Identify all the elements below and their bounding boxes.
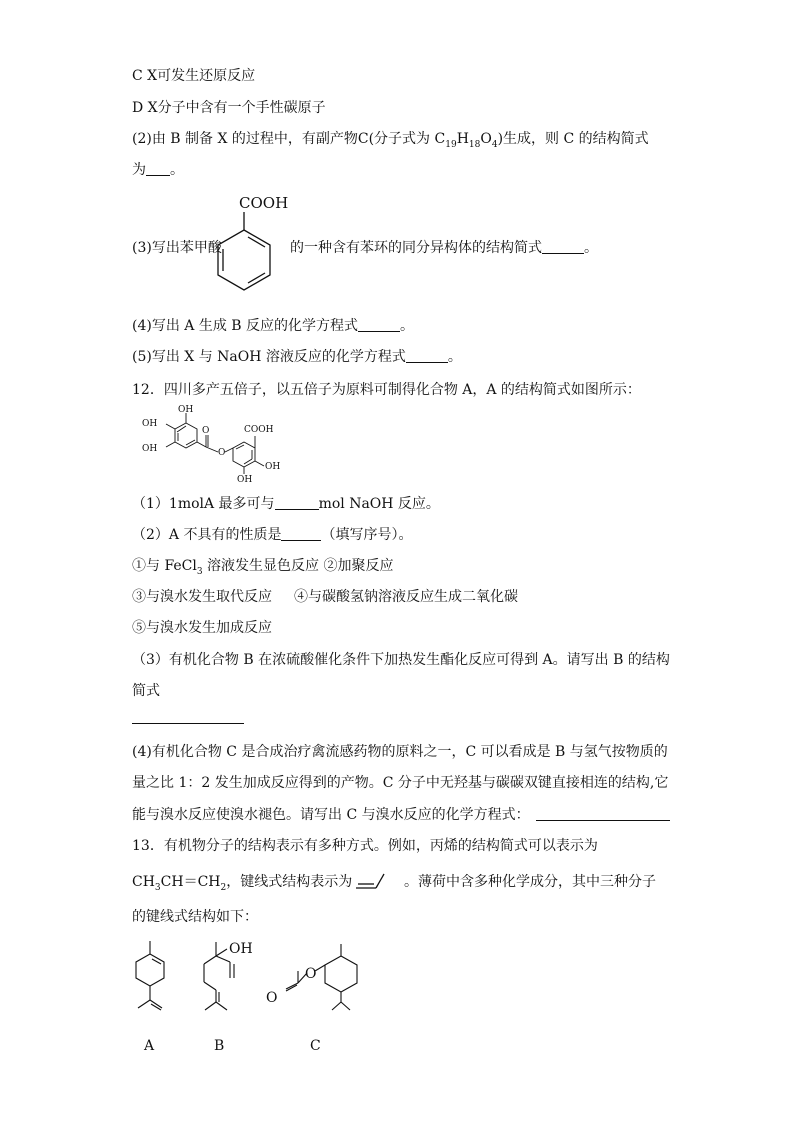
- question-4: [132, 316, 414, 336]
- question-13-cont3: 的键线式结构如下：: [132, 909, 258, 925]
- q2-sub-h: 18: [468, 139, 481, 150]
- answer-blank[interactable]: [132, 709, 244, 724]
- propene-ch: CH＝CH: [160, 874, 221, 890]
- question-12-3-cont: 简式: [132, 683, 160, 699]
- q2-h: H: [456, 131, 469, 147]
- propene-sub: 3: [154, 882, 161, 893]
- property-option-1-2: [132, 556, 394, 582]
- o-label: O: [305, 966, 317, 982]
- question-13-cont: [132, 872, 352, 898]
- molecule-a-structure: [124, 938, 176, 1018]
- question-5: [132, 347, 462, 367]
- propene-skeletal-structure: [354, 868, 402, 894]
- q12-4-text: 能与溴水反应使溴水褪色。请写出 C 与溴水反应的化学方程式：: [132, 807, 530, 823]
- q2-o: O: [480, 131, 492, 147]
- q2-end: 。: [170, 162, 184, 178]
- question-12-4: (4)有机化合物 C 是合成治疗禽流感药物的原料之一，C 可以看成是 B 与氢气按物质的: [132, 744, 668, 760]
- cooh-label: COOH: [244, 425, 274, 435]
- oh-label: OH: [237, 475, 253, 484]
- propene-sub2: 2: [220, 882, 227, 893]
- answer-line[interactable]: [132, 708, 244, 728]
- o-label: O: [266, 990, 278, 1006]
- q2-sub-c: 19: [445, 139, 457, 150]
- answer-blank[interactable]: [146, 161, 170, 176]
- question-3-suffix: [290, 238, 598, 258]
- label-b: B: [214, 1038, 225, 1054]
- question-12: 12．四川多产五倍子，以五倍子为原料可制得化合物 A，A 的结构简式如图所示：: [132, 382, 641, 398]
- oh-label: OH: [265, 462, 281, 472]
- question-12-2: [132, 525, 412, 545]
- benzoic-acid-structure: [212, 190, 302, 302]
- q2-sub-o: 4: [491, 139, 498, 150]
- q2-wei: 为: [132, 162, 146, 178]
- option-c: C X可发生还原反应: [132, 68, 256, 84]
- question-12-4-cont: 量之比 1：2 发生加成反应得到的产物。C 分子中无羟基与碳碳双键直接相连的结构,它: [132, 775, 669, 791]
- option-d: D X分子中含有一个手性碳原子: [132, 100, 326, 116]
- question-3-prefix: (3)写出苯甲酸: [132, 240, 222, 256]
- opt1-text: ①与 FeCl: [132, 558, 197, 574]
- question-13-cont2: 。薄荷中含多种化学成分，其中三种分子: [404, 874, 656, 890]
- q2-tail: )生成，则 C 的结构简式: [497, 131, 649, 147]
- label-a: A: [144, 1038, 155, 1054]
- oh-label: OH: [229, 941, 253, 957]
- q3-end: 。: [584, 240, 598, 256]
- opt3-text: ③与溴水发生取代反应: [132, 589, 272, 605]
- question-12-3: （3）有机化合物 B 在浓硫酸催化条件下加热发生酯化反应可得到 A。请写出 B 的结构: [132, 652, 670, 668]
- q12-2-end: （填写序号）。: [321, 527, 413, 543]
- opt2-text: ②加聚反应: [323, 558, 394, 574]
- q12-1-end: mol NaOH 反应。: [318, 496, 440, 512]
- answer-blank[interactable]: [536, 806, 670, 821]
- q4-text: (4)写出 A 生成 B 反应的化学方程式: [132, 318, 359, 334]
- q12-2-text: （2）A 不具有的性质是: [132, 527, 282, 543]
- question-13: 13．有机物分子的结构表示有多种方式。例如，丙烯的结构简式可以表示为: [132, 838, 598, 854]
- oh-label: OH: [178, 405, 194, 415]
- molecule-c-structure: [262, 938, 372, 1018]
- q2-text: (2)由 B 制备 X 的过程中，有副产物C(分子式为 C: [132, 131, 446, 147]
- answer-blank[interactable]: [542, 239, 584, 254]
- property-option-5: ⑤与溴水发生加成反应: [132, 620, 272, 636]
- q5-end: 。: [447, 349, 462, 365]
- answer-blank[interactable]: [275, 495, 319, 510]
- oh-label: OH: [142, 444, 158, 454]
- cooh-label: COOH: [239, 194, 289, 212]
- question-2: [132, 129, 649, 155]
- propene-ch3: CH: [132, 874, 155, 890]
- label-c: C: [310, 1038, 321, 1054]
- q12-1-text: （1）1molA 最多可与: [132, 496, 275, 512]
- q13-text: ，键线式结构表示为: [226, 874, 353, 890]
- answer-blank[interactable]: [358, 317, 400, 332]
- question-2-cont: [132, 160, 184, 180]
- q4-end: 。: [400, 318, 415, 334]
- carbonyl-o-label: O: [202, 426, 210, 436]
- question-12-1: [132, 494, 440, 514]
- answer-blank[interactable]: [406, 348, 448, 363]
- question-12-4-cont2: [132, 805, 670, 825]
- answer-blank[interactable]: [281, 526, 321, 541]
- molecule-b-structure: [196, 938, 258, 1018]
- compound-a-structure: [138, 402, 318, 484]
- q3-text: 的一种含有苯环的同分异构体的结构简式: [290, 240, 542, 256]
- opt4-text: ④与碳酸氢钠溶液反应生成二氧化碳: [294, 589, 518, 605]
- ester-o-label: O: [218, 448, 226, 458]
- property-option-3-4: [132, 587, 518, 607]
- opt1-sub: 3: [196, 566, 203, 577]
- oh-label: OH: [142, 419, 158, 429]
- q5-text: (5)写出 X 与 NaOH 溶液反应的化学方程式: [132, 349, 406, 365]
- opt1-tail: 溶液发生显色反应: [202, 558, 324, 574]
